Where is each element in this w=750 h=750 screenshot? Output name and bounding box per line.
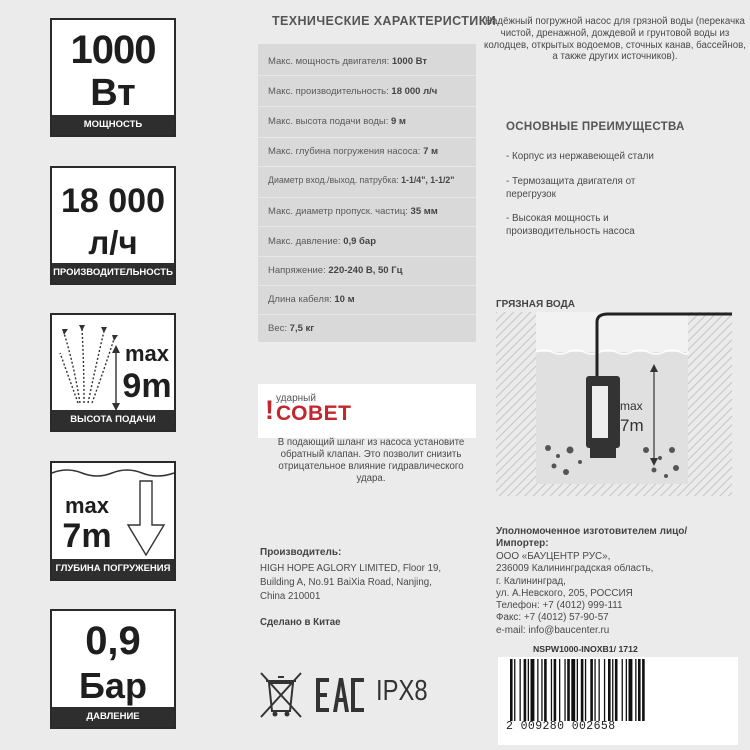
barcode-bar <box>626 659 627 721</box>
barcode-bar <box>604 659 605 721</box>
spec-row: Напряжение: 220-240 В, 50 Гц <box>268 265 403 276</box>
barcode-bar <box>629 659 633 721</box>
specs-title: ТЕХНИЧЕСКИЕ ХАРАКТЕРИСТИКИ <box>272 14 497 28</box>
feature-pressure <box>50 609 176 729</box>
barcode-bar <box>594 659 595 721</box>
dirty-water-value: 7m <box>620 416 644 435</box>
spec-row: Макс. диаметр пропуск. частиц: 35 мм <box>268 206 438 217</box>
barcode-bar <box>510 659 513 721</box>
lift-caption: ВЫСОТА ПОДАЧИ <box>52 410 174 430</box>
power-unit: Вт <box>90 72 136 114</box>
feature-lift-height <box>50 313 176 432</box>
eac-icon <box>316 678 364 712</box>
barcode-bar <box>642 659 645 721</box>
spec-row: Диаметр вход./выход. патрубка: 1-1/4", 1-1/2" <box>268 175 455 185</box>
feature-power <box>50 18 176 137</box>
barcode-bar <box>615 659 618 721</box>
barcode-bar <box>622 659 623 721</box>
barcode-bar <box>571 659 575 721</box>
advantages-title: ОСНОВНЫЕ ПРЕИМУЩЕСТВА <box>506 121 685 133</box>
lift-label: max <box>124 341 170 366</box>
flow-unit: л/ч <box>88 224 138 261</box>
dirty-water-label: max <box>620 399 643 413</box>
barcode-bar <box>599 659 600 721</box>
barcode-bar <box>635 659 636 721</box>
advice-text: В подающий шланг из насоса установите обратный клапан. Это позволит снизить отрицательное влияние гидравлического удара. <box>277 437 465 484</box>
power-caption: МОЩНОСТЬ <box>52 115 174 135</box>
depth-label: max <box>64 493 110 518</box>
barcode-bar <box>531 659 535 721</box>
barcode-bar <box>544 659 547 721</box>
power-value: 1000 <box>70 28 156 72</box>
spec-row: Длина кабеля: 10 м <box>268 294 355 305</box>
specs-table <box>258 44 476 342</box>
barcode-bar <box>564 659 565 721</box>
spec-row: Макс. производительность: 18 000 л/ч <box>268 86 438 97</box>
barcode-number: 2 009280 002658 <box>506 720 616 733</box>
barcode-bar <box>528 659 529 721</box>
pressure-unit: Бар <box>79 665 147 706</box>
barcode-bar <box>608 659 611 721</box>
barcode <box>510 659 750 721</box>
barcode-bar <box>514 659 515 721</box>
pressure-caption: ДАВЛЕНИЕ <box>52 707 174 727</box>
barcode-bar <box>554 659 557 721</box>
spec-row: Вес: 7,5 кг <box>268 323 315 334</box>
spec-row: Макс. глубина погружения насоса: 7 м <box>268 146 439 157</box>
flow-value: 18 000 <box>61 182 165 220</box>
advice-small-label: ударный <box>276 393 316 404</box>
barcode-bar <box>537 659 538 721</box>
barcode-bar <box>638 659 641 721</box>
barcode-bar <box>577 659 578 721</box>
spec-row: Макс. мощность двигателя: 1000 Вт <box>268 56 428 67</box>
sku-code: NSPW1000-INOXB1/ 1712 <box>533 644 638 654</box>
pressure-value: 0,9 <box>85 619 141 663</box>
advice-exclamation: ! <box>265 395 274 425</box>
flow-caption: ПРОИЗВОДИТЕЛЬНОСТЬ <box>52 263 174 283</box>
advantage-item: - Термозащита двигателя от перегрузок <box>506 176 636 200</box>
advice-title: СОВЕТ <box>276 402 352 425</box>
made-in: Сделано в Китае <box>260 617 341 628</box>
manufacturer-address: HIGH HOPE AGLORY LIMITED, Floor 19, Building A, No.91 BaiXia Road, Nanjing, China 210001 <box>260 563 442 602</box>
barcode-bar <box>541 659 542 721</box>
lift-value: 9m <box>122 367 172 405</box>
barcode-bar <box>520 659 521 721</box>
advantage-item: - Корпус из нержавеющей стали <box>506 151 654 162</box>
dirty-water-diagram <box>496 312 732 496</box>
barcode-bar <box>590 659 593 721</box>
barcode-bar <box>567 659 570 721</box>
feature-flow <box>50 166 176 285</box>
advantage-item: - Высокая мощность и производительность насоса <box>506 213 635 237</box>
depth-value: 7m <box>62 517 112 555</box>
barcode-bar <box>585 659 586 721</box>
weee-bin-icon <box>259 671 303 721</box>
barcode-bar <box>524 659 527 721</box>
feature-depth <box>50 461 176 581</box>
product-description: Надёжный погружной насос для грязной воды (перекачка чистой, дренажной, дождевой и грунтовой воды из колодцев, открытых водоемов, сточных канав, бассейнов, а также других источников). <box>484 16 746 63</box>
barcode-bar <box>551 659 552 721</box>
depth-caption: ГЛУБИНА ПОГРУЖЕНИЯ <box>52 559 174 579</box>
barcode-bar <box>612 659 613 721</box>
importer-address: ООО «БАУЦЕНТР РУС», 236009 Калининградская область, г. Калининград, ул. А.Невского, 205, РОССИЯ Телефон: +7 (4012) 999-111 Факс: +7 (4012) 57-90-57 e-mail: info@baucenter.ru <box>496 551 654 636</box>
ipx8-rating: IPX8 <box>376 675 428 707</box>
spec-row: Макс. высота подачи воды: 9 м <box>268 116 406 127</box>
barcode-bar <box>581 659 584 721</box>
importer-title: Уполномоченное изготовителем лицо/ Импортер: <box>496 526 688 549</box>
dirty-water-title: ГРЯЗНАЯ ВОДА <box>496 299 575 310</box>
manufacturer-title: Производитель: <box>260 547 342 558</box>
barcode-bar <box>559 659 560 721</box>
spec-row: Макс. давление: 0,9 бар <box>268 236 377 247</box>
